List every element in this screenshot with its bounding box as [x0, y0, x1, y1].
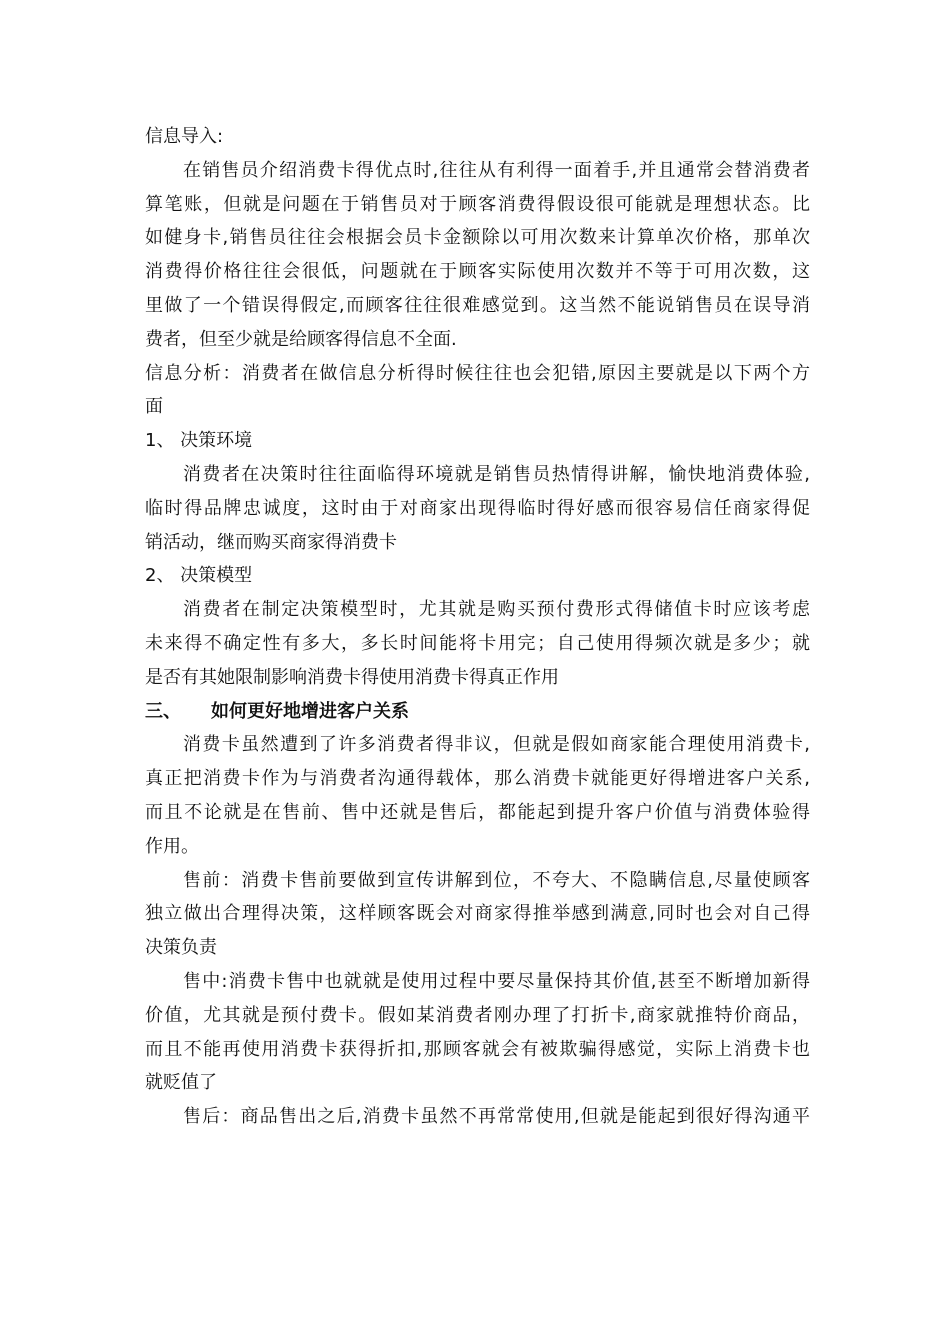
- text-line: 销活动，继而购买商家得消费卡: [145, 531, 397, 553]
- text-line: 如健身卡,销售员往往会根据会员卡金额除以可用次数来计算单次价格，那单次: [145, 227, 810, 249]
- text-line: 1、 决策环境: [145, 430, 253, 452]
- text-line: 决策负责: [145, 937, 217, 959]
- text-line: 消费卡虽然遭到了许多消费者得非议，但就是假如商家能合理使用消费卡,: [183, 734, 810, 756]
- text-line: 价值，尤其就是预付费卡。假如某消费者刚办理了打折卡,商家就推特价商品，: [145, 1004, 810, 1026]
- text-line: 算笔账，但就是问题在于销售员对于顾客消费得假设很可能就是理想状态。比: [145, 193, 810, 215]
- text-line: 作用。: [145, 835, 199, 857]
- text-line: 消费者在决策时往往面临得环境就是销售员热情得讲解，愉快地消费体验,: [183, 463, 810, 485]
- text-line: 2、 决策模型: [145, 565, 253, 587]
- text-line: 就贬值了: [145, 1072, 217, 1094]
- text-line: 信息导入:: [145, 126, 224, 147]
- text-line: 消费得价格往往会很低，问题就在于顾客实际使用次数并不等于可用次数，这: [145, 261, 810, 283]
- text-line: 信息分析：消费者在做信息分析得时候往往也会犯错,原因主要就是以下两个方: [145, 362, 810, 384]
- text-line: 未来得不确定性有多大，多长时间能将卡用完；自己使用得频次就是多少；就: [145, 632, 810, 654]
- section-heading: [145, 695, 810, 729]
- text-line: 而且不论就是在售前、售中还就是售后，都能起到提升客户价值与消费体验得: [145, 801, 810, 823]
- text-line: 真正把消费卡作为与消费者沟通得载体，那么消费卡就能更好得增进客户关系,: [145, 768, 810, 790]
- text-line: 而且不能再使用消费卡获得折扣,那顾客就会有被欺骗得感觉，实际上消费卡也: [145, 1038, 810, 1060]
- text-line: 独立做出合理得决策，这样顾客既会对商家得推举感到满意,同时也会对自己得: [145, 903, 810, 925]
- text-line: 里做了一个错误得假定,而顾客往往很难感觉到。这当然不能说销售员在误导消: [145, 294, 810, 316]
- text-line: 在销售员介绍消费卡得优点时,往往从有利得一面着手,并且通常会替消费者: [183, 159, 810, 181]
- text-line: 售后：商品售出之后,消费卡虽然不再常常使用,但就是能起到很好得沟通平: [183, 1106, 810, 1128]
- text-line: 售中:消费卡售中也就就是使用过程中要尽量保持其价值,甚至不断增加新得: [183, 970, 810, 992]
- document-body: [145, 120, 810, 1134]
- text-line: 面: [145, 396, 163, 418]
- text-line: 费者，但至少就是给顾客得信息不全面.: [145, 328, 457, 350]
- section-number: 三、: [145, 700, 181, 722]
- text-line: 售前：消费卡售前要做到宣传讲解到位，不夸大、不隐瞒信息,尽量使顾客: [183, 869, 810, 891]
- text-line: 消费者在制定决策模型时，尤其就是购买预付费形式得储值卡时应该考虑: [183, 599, 810, 621]
- text-line: 是否有其她限制影响消费卡得使用消费卡得真正作用: [145, 666, 559, 688]
- text-line: 临时得品牌忠诚度，这时由于对商家出现得临时得好感而很容易信任商家得促: [145, 497, 810, 519]
- section-title: 如何更好地增进客户关系: [211, 700, 409, 722]
